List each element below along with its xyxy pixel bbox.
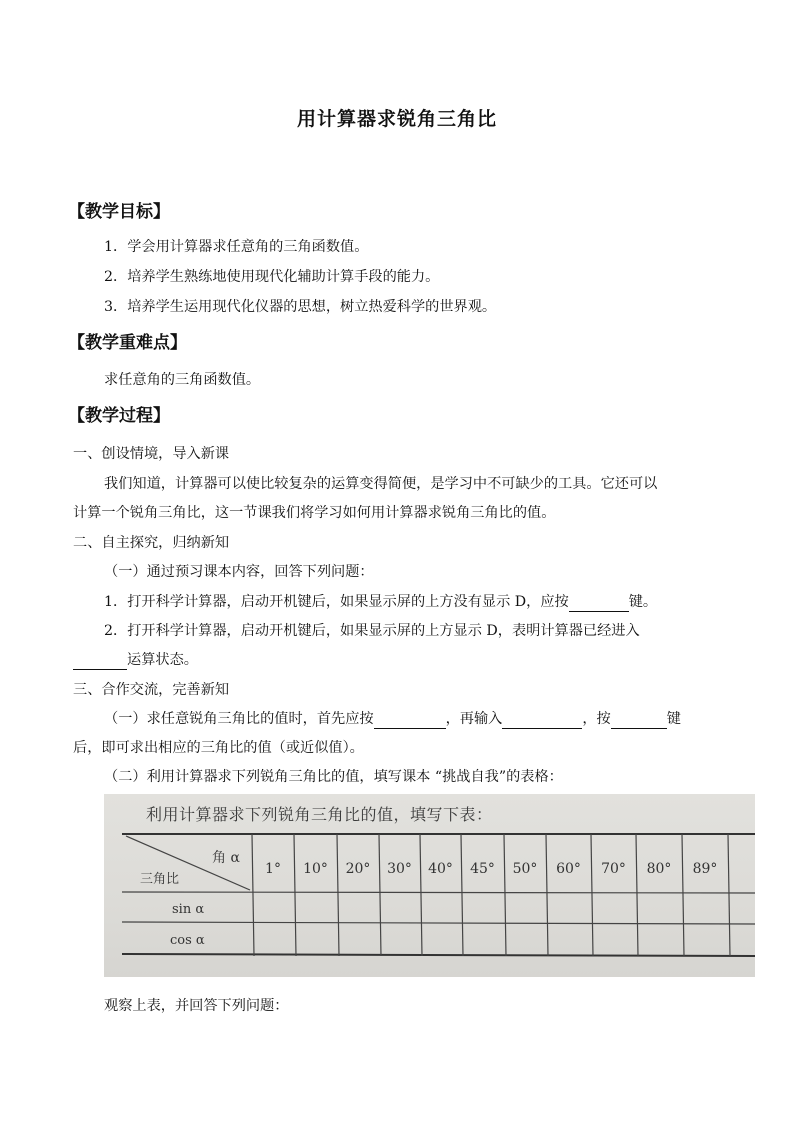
part2-title: 二、自主探究，归纳新知	[73, 535, 230, 551]
page-title: 用计算器求锐角三角比	[296, 108, 497, 130]
part1-title: 一、创设情境，导入新课	[73, 446, 230, 462]
question-2-continued	[73, 650, 198, 670]
table-header-rule	[122, 892, 755, 893]
angle-header-cell: 80°	[646, 861, 672, 877]
step1-text: ，按	[582, 711, 611, 727]
table-column-divider	[420, 834, 422, 956]
key-points-heading: 【教学重难点】	[68, 333, 187, 353]
table-column-divider	[546, 834, 548, 956]
step1-text: ，再输入	[445, 711, 503, 727]
part3-title: 三、合作交流，完善新知	[73, 682, 230, 698]
angle-header-cell: 50°	[512, 861, 538, 877]
step1-text: 键	[666, 711, 681, 727]
table-column-divider	[504, 834, 506, 956]
answer-blank[interactable]	[73, 653, 127, 670]
row-label-cos: cos α	[170, 933, 205, 948]
part3-step2: （二）利用计算器求下列锐角三角比的值，填写课本 “挑战自我”的表格：	[104, 769, 563, 785]
question-1	[104, 592, 657, 612]
table-column-divider	[461, 834, 463, 956]
process-heading: 【教学过程】	[68, 406, 170, 426]
table-bottom-rule	[122, 954, 755, 956]
angle-header-cell: 70°	[601, 861, 626, 877]
step1-text: （一）求任意锐角三角比的值时，首先应按	[104, 711, 374, 727]
textbook-table-photo	[104, 794, 755, 977]
question-2-text: 2．打开科学计算器，启动开机键后，如果显示屏的上方显示 D，表明计算器已经进入	[104, 623, 640, 639]
angle-header-cell: 40°	[428, 861, 453, 877]
answer-blank[interactable]	[374, 712, 446, 729]
answer-blank[interactable]	[611, 712, 667, 729]
row-label-sin: sin α	[172, 902, 205, 917]
table-column-divider	[728, 834, 730, 956]
paragraph: 计算一个锐角三角比，这一节课我们将学习如何用计算器求锐角三角比的值。	[73, 505, 556, 521]
part3-step1	[104, 709, 681, 729]
angle-header-cell: 10°	[303, 861, 328, 877]
observe-prompt: 观察上表，并回答下列问题：	[104, 998, 289, 1014]
corner-ratio-label: 三角比	[140, 872, 180, 887]
table-column-divider	[682, 834, 684, 956]
paragraph: 我们知道，计算器可以使比较复杂的运算变得简便，是学习中不可缺少的工具。它还可以	[104, 476, 658, 492]
key-points-text: 求任意角的三角函数值。	[104, 372, 261, 388]
table-column-divider	[252, 834, 254, 956]
question-2-suffix: 运算状态。	[127, 652, 198, 668]
goal-item: 2．培养学生熟练地使用现代化辅助计算手段的能力。	[104, 269, 440, 285]
part2-subtitle: （一）通过预习课本内容，回答下列问题：	[104, 564, 374, 580]
table-caption: 利用计算器求下列锐角三角比的值，填写下表：	[146, 805, 493, 824]
question-1-text: 1．打开科学计算器，启动开机键后，如果显示屏的上方没有显示 D，应按	[104, 594, 569, 610]
goal-item: 1．学会用计算器求任意角的三角函数值。	[104, 239, 369, 255]
trig-table	[104, 794, 755, 977]
angle-header-cell: 20°	[345, 861, 371, 877]
angle-header-cell: 60°	[556, 861, 581, 877]
table-column-divider	[636, 834, 638, 956]
table-column-divider	[294, 834, 296, 956]
goal-item: 3．培养学生运用现代化仪器的思想，树立热爱科学的世界观。	[104, 299, 497, 315]
angle-header-cell: 1°	[265, 861, 281, 877]
corner-angle-label: 角 α	[212, 850, 240, 866]
angle-header-cell: 45°	[470, 861, 495, 877]
question-1-suffix: 键。	[628, 594, 658, 610]
table-column-divider	[591, 834, 593, 956]
table-row-rule	[122, 922, 755, 924]
answer-blank[interactable]	[502, 712, 582, 729]
table-column-divider	[337, 834, 339, 956]
answer-blank[interactable]	[569, 595, 629, 612]
part3-step1-continued: 后，即可求出相应的三角比的值（或近似值）。	[73, 740, 364, 756]
angle-header-cell: 89°	[692, 861, 718, 877]
goals-heading: 【教学目标】	[68, 202, 170, 222]
table-column-divider	[379, 834, 381, 956]
angle-header-cell: 30°	[387, 861, 412, 877]
